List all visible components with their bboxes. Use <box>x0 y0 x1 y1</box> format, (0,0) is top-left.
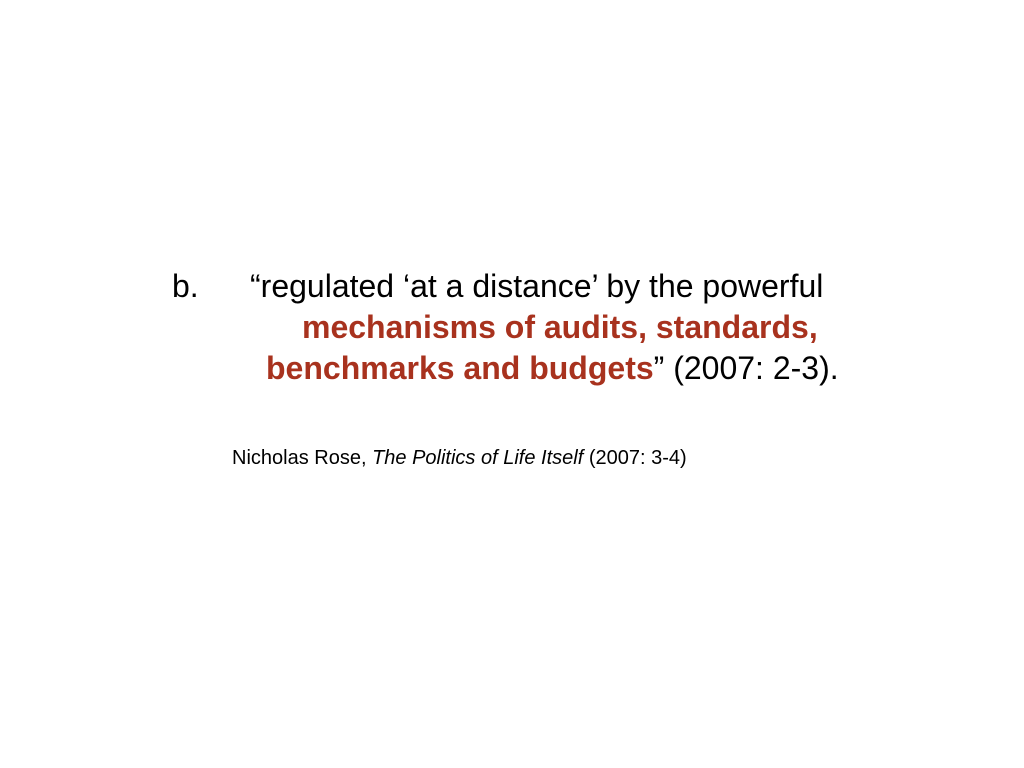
quote-emphasis-line-3: benchmarks and budgets <box>266 350 654 386</box>
quote-line-3 <box>250 348 930 389</box>
citation-author: Nicholas Rose, <box>232 447 373 469</box>
citation-title: The Politics of Life Itself <box>372 447 584 469</box>
citation <box>232 444 687 472</box>
quote-tail: ” (2007: 2-3). <box>653 350 839 386</box>
quote-emphasis-line-2: mechanisms of audits, standards, <box>302 309 818 345</box>
citation-year: (2007: 3-4) <box>583 447 687 469</box>
quote-text <box>250 266 930 389</box>
quote-line-1: “regulated ‘at a distance’ by the powerful <box>250 268 824 304</box>
list-marker: b. <box>172 268 199 304</box>
